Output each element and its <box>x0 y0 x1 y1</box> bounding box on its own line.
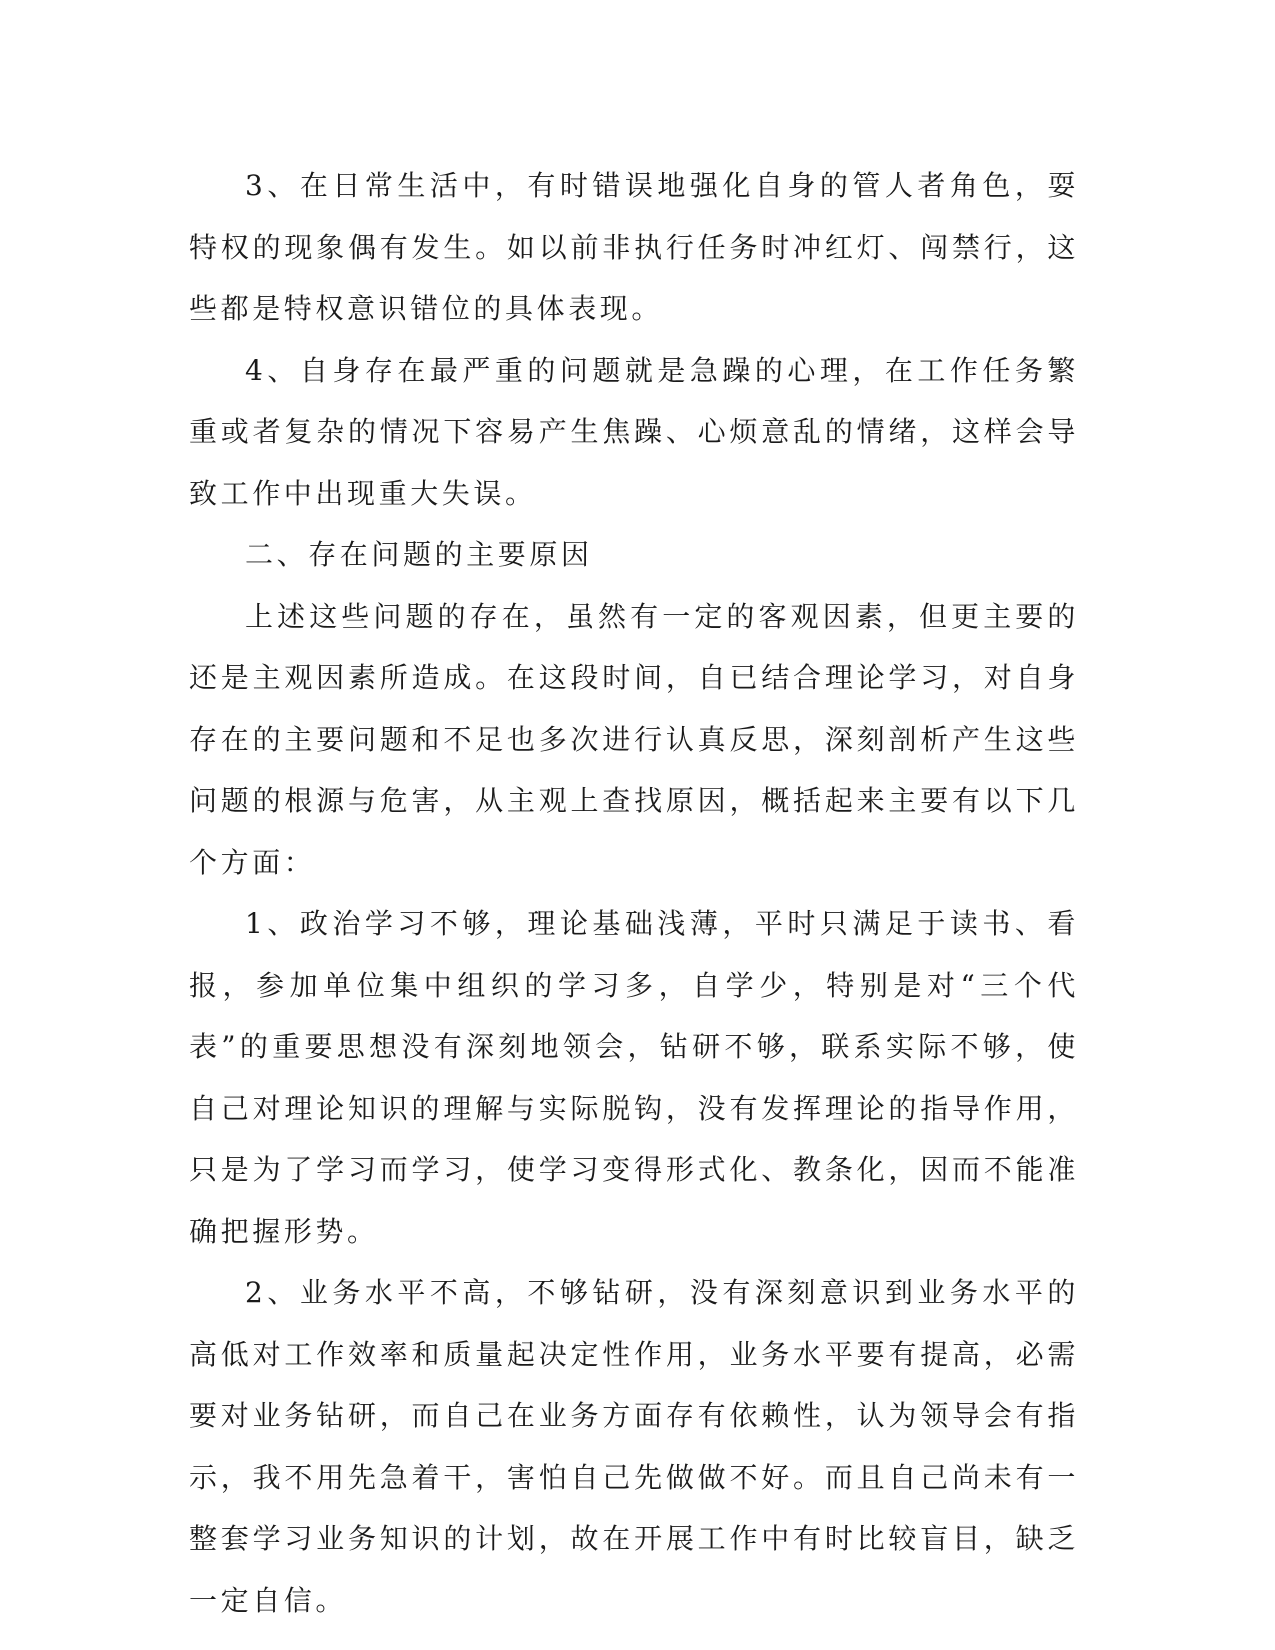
section-heading-causes: 二、存在问题的主要原因 <box>245 538 593 571</box>
paragraph-item-3: 3、在日常生活中，有时错误地强化自身的管人者角色，耍特权的现象偶有发生。如以前非执行任务时冲红灯、闯禁行，这些都是特权意识错位的具体表现。 <box>189 169 1079 325</box>
document-body <box>189 155 1079 1631</box>
paragraph-cause-2: 2、业务水平不高，不够钻研，没有深刻意识到业务水平的高低对工作效率和质量起决定性作用，业务水平要有提高，必需要对业务钻研，而自己在业务方面存有依赖性，认为领导会有指示，我不用先急着干，害怕自己先做做不好。而且自己尚未有一整套学习业务知识的计划，故在开展工作中有时比较盲目，缺乏一定自信。 <box>189 1276 1079 1617</box>
paragraph-cause-1: 1、政治学习不够，理论基础浅薄，平时只满足于读书、看报，参加单位集中组织的学习多，自学少，特别是对“三个代表”的重要思想没有深刻地领会，钻研不够，联系实际不够，使自己对理论知识的理解与实际脱钩，没有发挥理论的指导作用，只是为了学习而学习，使学习变得形式化、教条化，因而不能准确把握形势。 <box>189 907 1079 1248</box>
paragraph-causes-intro: 上述这些问题的存在，虽然有一定的客观因素，但更主要的还是主观因素所造成。在这段时间，自已结合理论学习，对自身存在的主要问题和不足也多次进行认真反思，深刻剖析产生这些问题的根源与危害，从主观上查找原因，概括起来主要有以下几个方面： <box>189 599 1079 879</box>
paragraph-item-4: 4、自身存在最严重的问题就是急躁的心理，在工作任务繁重或者复杂的情况下容易产生焦躁、心烦意乱的情绪，这样会导致工作中出现重大失误。 <box>189 353 1079 510</box>
